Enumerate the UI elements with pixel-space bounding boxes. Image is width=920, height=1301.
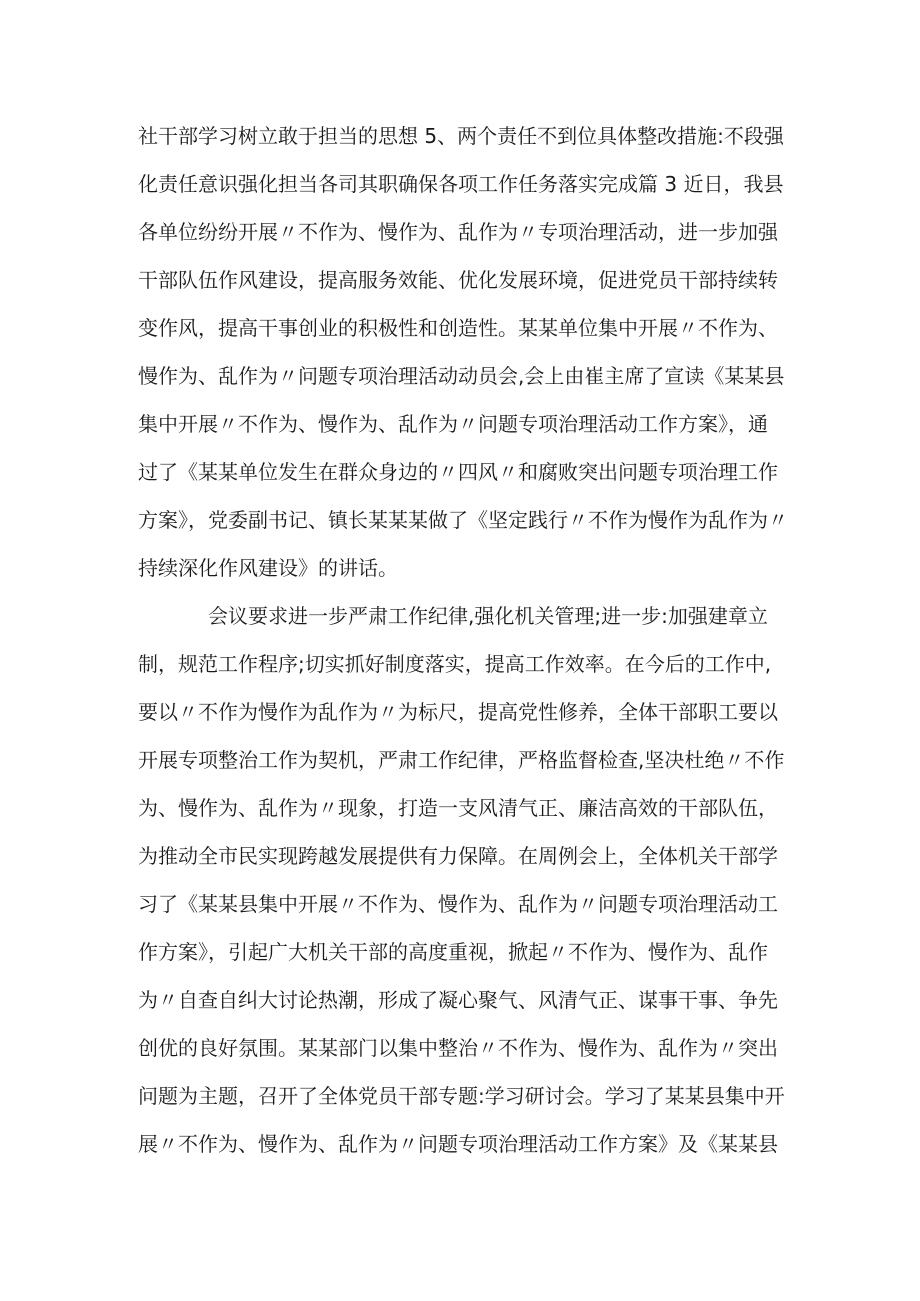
text-line: 会议要求进一步严肃工作纪律,强化机关管理;进一步:加强建章立 <box>208 604 768 628</box>
text-line: 各单位纷纷开展〃不作为、慢作为、乱作为〃专项治理活动，进一步加强 <box>138 220 778 244</box>
text-line: 过了《某某单位发生在群众身边的〃四风〃和腐败突出问题专项治理工作 <box>138 460 778 484</box>
text-line: 为、慢作为、乱作为〃现象，打造一支风清气正、廉洁高效的干部队伍， <box>138 796 778 820</box>
paragraph-1 <box>138 112 798 592</box>
text-line: 化责任意识强化担当各司其职确保各项工作任务落实完成篇 3 近日，我县 <box>138 172 784 196</box>
text-line: 开展专项整治工作为契机，严肃工作纪律，严格监督检查,坚决杜绝〃不作 <box>138 748 785 772</box>
text-line: 问题为主题，召开了全体党员干部专题:学习研讨会。学习了某某县集中开 <box>138 1084 785 1108</box>
text-line: 为推动全市民实现跨越发展提供有力保障。在周例会上，全体机关干部学 <box>138 844 778 868</box>
text-line: 社干部学习树立敢于担当的思想 5、两个责任不到位具体整改措施:不段强 <box>138 124 784 148</box>
text-line: 制，规范工作程序;切实抓好制度落实，提高工作效率。在今后的工作中, <box>138 652 772 676</box>
text-line: 作方案》，引起广大机关干部的高度重视，掀起〃不作为、慢作为、乱作 <box>138 940 768 964</box>
text-line: 为〃自查自纠大讨论热潮，形成了凝心聚气、风清气正、谋事干事、争先 <box>138 988 778 1012</box>
text-line: 变作风，提高干事创业的积极性和创造性。某某单位集中开展〃不作为、 <box>138 316 778 340</box>
text-line: 慢作为、乱作为〃问题专项治理活动动员会,会上由崔主席了宣读《某某县 <box>138 364 785 388</box>
paragraph-2 <box>138 592 798 1168</box>
text-line: 要以〃不作为慢作为乱作为〃为标尺，提高党性修养，全体干部职工要以 <box>138 700 778 724</box>
text-line: 干部队伍作风建设，提高服务效能、优化发展环境，促进党员干部持续转 <box>138 268 778 292</box>
text-line: 持续深化作风建设》的讲话。 <box>138 556 398 580</box>
text-line: 展〃不作为、慢作为、乱作为〃问题专项治理活动工作方案》及《某某县 <box>138 1132 778 1156</box>
text-line: 集中开展〃不作为、慢作为、乱作为〃问题专项治理活动工作方案》，通 <box>138 412 768 436</box>
text-line: 创优的良好氛围。某某部门以集中整治〃不作为、慢作为、乱作为〃突出 <box>138 1036 778 1060</box>
document-body <box>138 112 798 1168</box>
text-line: 方案》，党委副书记、镇长某某某做了《坚定践行〃不作为慢作为乱作为〃 <box>138 508 788 532</box>
text-line: 习了《某某县集中开展〃不作为、慢作为、乱作为〃问题专项治理活动工 <box>138 892 778 916</box>
